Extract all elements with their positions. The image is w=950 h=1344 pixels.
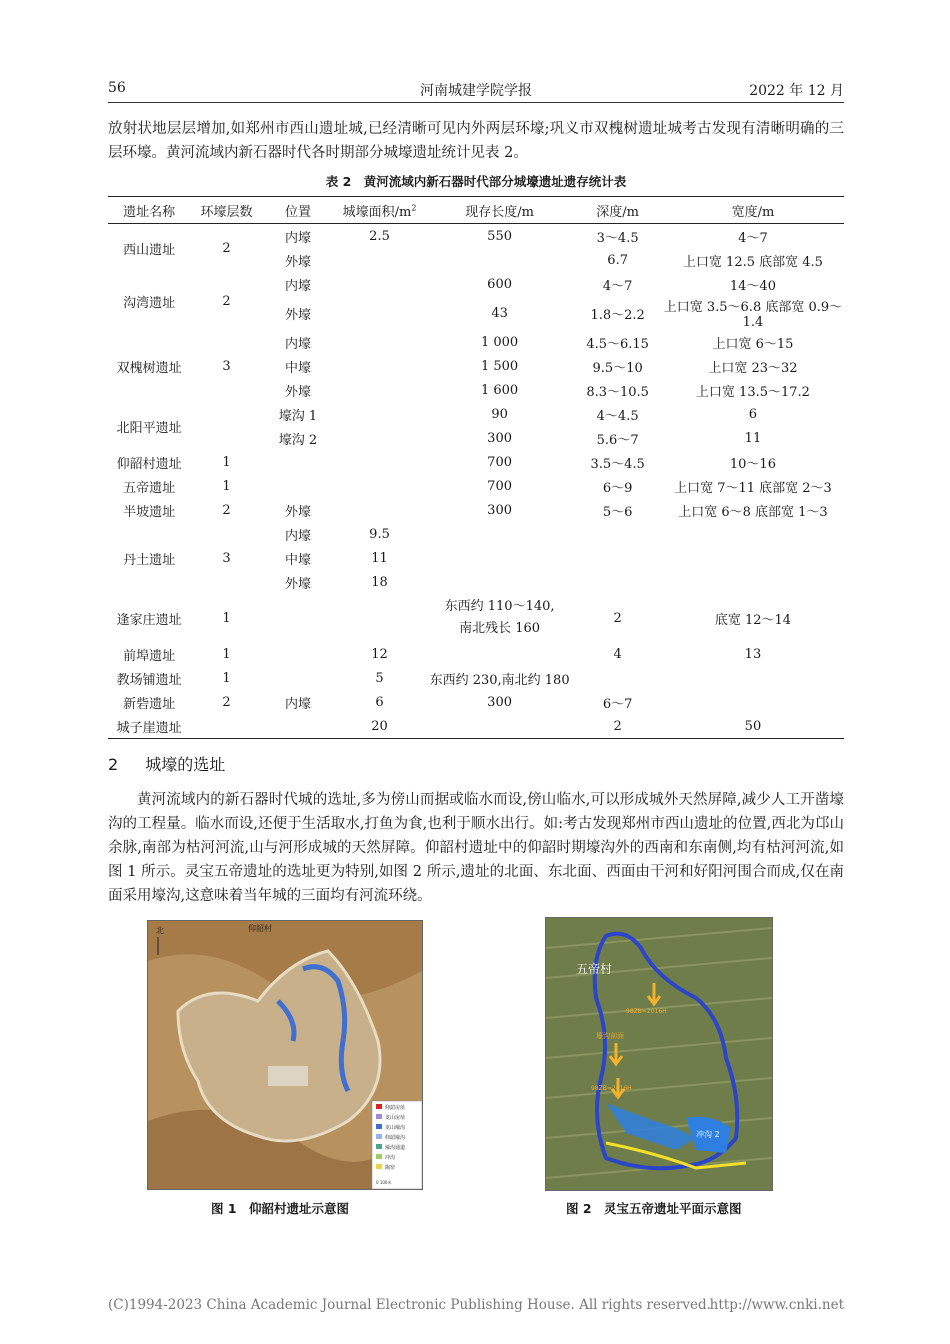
- cell-site-name: 城子崖遗址: [108, 714, 190, 739]
- cell-position: [263, 594, 334, 642]
- legend-label: 仰韶房址: [385, 1105, 406, 1111]
- cell-depth: 6～9: [602, 480, 633, 496]
- cell-layers: 1: [222, 670, 231, 686]
- table-row: [108, 272, 844, 296]
- cell-layers: 2: [222, 293, 231, 309]
- legend-swatch: [376, 1114, 382, 1119]
- cell-layers: 2: [222, 240, 231, 256]
- legend-label: 陶窑: [385, 1165, 396, 1171]
- cell-depth: 5～6: [602, 504, 633, 520]
- cell-length: [426, 714, 574, 739]
- cell-depth: 1.8～2.2: [590, 307, 645, 323]
- cell-depth: [573, 522, 662, 546]
- cell-position: [263, 474, 334, 498]
- cell-length: 300: [487, 694, 512, 710]
- section-heading: [108, 752, 225, 775]
- cell-position: 外壕: [284, 254, 311, 270]
- cell-depth: 5.6～7: [596, 432, 639, 448]
- journal-name: 河南城建学院学报: [420, 83, 532, 99]
- cell-length: [426, 248, 574, 272]
- issue-date: 2022 年 12 月: [749, 83, 844, 99]
- cell-length: 550: [487, 228, 512, 244]
- table-row: [108, 594, 844, 642]
- cell-layers: 2: [222, 694, 231, 710]
- table-caption: 表 2 黄河流域内新石器时代部分城壕遗址遗存统计表: [325, 174, 627, 189]
- table-row: [108, 690, 844, 714]
- cell-width: [662, 690, 844, 714]
- table-body: [108, 224, 844, 739]
- cell-length: 700: [487, 478, 512, 494]
- cell-length: 东西约 110～140,南北残长 160: [444, 599, 555, 636]
- cell-site-name: 丹土遗址: [123, 552, 176, 568]
- cell-layers: 2: [222, 502, 231, 518]
- intro-paragraph: 放射状地层层增加,如郑州市西山遗址城,已经清晰可见内外两层环壕;巩义市双槐树遗址城考古发现有清晰明确的三层环壕。黄河流域内新石器时代各时期部分城壕遗址统计见表 2。: [108, 121, 844, 161]
- cell-position: 内壕: [284, 336, 311, 352]
- cell-width: 上口宽 7～11 底部宽 2～3: [674, 480, 832, 496]
- table-row: [108, 498, 844, 522]
- cell-site-name: 教场铺遗址: [116, 672, 182, 688]
- cell-site-name: 新砦遗址: [123, 696, 176, 712]
- cell-length: [426, 546, 574, 570]
- cell-depth: 2: [573, 714, 662, 739]
- cell-length: 1 000: [480, 334, 519, 350]
- cell-depth: 3.5～4.5: [590, 456, 645, 472]
- north-arrow-label: 北: [156, 926, 164, 935]
- figure-1-caption: 图 1 仰韶村遗址示意图: [211, 1201, 350, 1216]
- table-row: [108, 450, 844, 474]
- cell-length: [426, 570, 574, 594]
- cell-area: 6: [375, 694, 384, 710]
- cell-position: 外壕: [284, 384, 311, 400]
- legend-swatch: [376, 1104, 382, 1109]
- cell-layers: 1: [222, 646, 231, 662]
- cell-width: 13: [744, 646, 762, 662]
- header-position: 位置: [263, 197, 334, 224]
- cell-position: 中壕: [284, 552, 311, 568]
- cell-area: [333, 330, 426, 354]
- cell-site-name: 逢家庄遗址: [116, 612, 182, 628]
- header-area: 城壕面积$/m^2$: [333, 197, 426, 224]
- cell-width: 上口宽 6～8 底部宽 1～3: [678, 504, 828, 520]
- cell-position: [263, 666, 334, 690]
- cell-width: 6: [748, 406, 758, 422]
- cell-position: 壕沟 2: [278, 432, 318, 448]
- cell-width: 上口宽 12.5 底部宽 4.5: [682, 254, 823, 270]
- table-row: [108, 714, 844, 739]
- cell-area: [333, 450, 426, 474]
- cell-depth: [573, 570, 662, 594]
- cell-depth: 6～7: [602, 696, 633, 712]
- figure-2-image: [545, 917, 773, 1191]
- legend-swatch: [376, 1124, 382, 1129]
- section-number: 2: [108, 755, 119, 774]
- figure-2-caption: 图 2 灵宝五帝遗址平面示意图: [566, 1201, 742, 1216]
- cell-position: [263, 642, 334, 666]
- cell-layers: 1: [222, 454, 231, 470]
- legend-label: 仰韶壕沟: [385, 1135, 406, 1141]
- cell-depth: 4.5～6.15: [586, 336, 649, 352]
- cell-site-name: 沟湾遗址: [123, 295, 176, 311]
- cell-depth: [573, 546, 662, 570]
- cell-length: 43: [491, 305, 508, 321]
- cell-area: [333, 402, 426, 426]
- cell-position: 内壕: [284, 696, 311, 712]
- cell-width: 4～7: [738, 230, 768, 246]
- legend-swatch: [376, 1164, 382, 1169]
- table-row: [108, 474, 844, 498]
- cell-depth: 8.3～10.5: [586, 384, 649, 400]
- cell-position: 外壕: [284, 504, 311, 520]
- table-row: [108, 224, 844, 249]
- cell-layers: [190, 714, 262, 739]
- cell-length: 300: [487, 430, 512, 446]
- cell-area: 2.5: [369, 228, 390, 244]
- trench-2-label: 冲沟 2: [696, 1130, 720, 1139]
- cell-length: 600: [487, 276, 512, 292]
- legend-swatch: [376, 1154, 382, 1159]
- cell-site-name: 西山遗址: [123, 242, 176, 258]
- cell-area: [333, 426, 426, 450]
- legend-label: 冲沟: [385, 1155, 396, 1161]
- cell-width: 14～40: [729, 278, 776, 294]
- cell-layers: 1: [222, 610, 231, 626]
- cell-length: 1 600: [480, 382, 519, 398]
- cell-area: 12: [371, 646, 388, 662]
- cell-width: [662, 522, 844, 546]
- cell-area: 5: [375, 670, 384, 686]
- header-width: 宽度/m: [662, 197, 844, 224]
- scale-bar-text: 0 100米: [376, 1180, 392, 1185]
- copyright-text: (C)1994-2023 China Academic Journal Electronic Publishing House. All rights reserved.: [108, 1297, 711, 1313]
- body-paragraph: 黄河流域内的新石器时代城的选址,多为傍山而据或临水而设,傍山临水,可以形成城外天然屏障,减少人工开凿壕沟的工程量。临水而设,还便于生活取水,打鱼为食,也利于顺水出行。如:考古发现郑州市西山遗址的位置,西北为邙山余脉,南部为枯河河流,山与河形成城的天然屏障。仰韶村遗址中的仰韶时期壕沟外的西南和东南侧,均有枯河河流,如图 1 所示。灵宝五帝遗址的选址更为特别,如图 2 所示,遗址的北面、东北面、西面由干河和好阳河围合而成,仅在南面采用壕沟,这意味着当年城的三面均有河流环绕。: [108, 792, 844, 904]
- cell-area: [333, 272, 426, 296]
- cell-area: [333, 474, 426, 498]
- cell-position: [263, 714, 334, 739]
- cell-width: [662, 666, 844, 690]
- cell-area: 9.5: [369, 526, 390, 542]
- cell-width: [662, 546, 844, 570]
- cell-area: 20: [333, 714, 426, 739]
- cell-area: [333, 594, 426, 642]
- cell-width: 上口宽 3.5～6.8 底部宽 0.9～1.4: [663, 300, 843, 330]
- cell-depth: 3～4.5: [596, 230, 639, 246]
- cell-position: 中壕: [284, 360, 311, 376]
- cell-length: 700: [487, 454, 512, 470]
- cell-depth: [573, 666, 662, 690]
- cell-layers: 1: [222, 478, 231, 494]
- site-statistics-table: [108, 196, 844, 739]
- cell-length: [426, 522, 574, 546]
- section-title: 城壕的选址: [145, 755, 226, 774]
- cell-position: 外壕: [284, 307, 311, 323]
- village-label: 仰韶村: [248, 924, 272, 933]
- cell-area: [333, 296, 426, 330]
- cell-position: 内壕: [284, 278, 311, 294]
- header-site-name: 遗址名称: [108, 197, 190, 224]
- table-header-row: [108, 197, 844, 224]
- page-number: 56: [108, 80, 126, 96]
- cell-site-name: 双槐树遗址: [116, 360, 182, 376]
- cell-site-name: 前埠遗址: [123, 648, 176, 664]
- village-label: 五帝村: [576, 962, 613, 976]
- cell-width: 10～16: [729, 456, 776, 472]
- legend-swatch: [376, 1134, 382, 1139]
- table-row: [108, 330, 844, 354]
- cell-site-name: 五帝遗址: [123, 480, 176, 496]
- cell-site-name: 北阳平遗址: [116, 420, 182, 436]
- profile-label-3: 98ZB=2016H: [591, 1085, 632, 1092]
- legend-label: 龙山壕沟: [385, 1125, 406, 1131]
- profile-label-2: 壕沟剖面: [596, 1032, 624, 1040]
- cell-width: [662, 570, 844, 594]
- cell-length: 东西约 230,南北约 180: [429, 672, 570, 688]
- village-buildings: [268, 1066, 308, 1086]
- table-row: [108, 402, 844, 426]
- page-footer: [108, 1297, 844, 1313]
- cell-length: 90: [491, 406, 508, 422]
- cell-position: 内壕: [284, 230, 311, 246]
- cell-depth: 4～7: [602, 278, 633, 294]
- profile-label-1: 98ZB=2016H: [626, 1008, 667, 1015]
- table-row: [108, 666, 844, 690]
- cell-depth: 4: [613, 646, 622, 662]
- cell-area: 11: [371, 550, 388, 566]
- table-row: [108, 522, 844, 546]
- cell-area: [333, 498, 426, 522]
- header-layers: 环壕层数: [190, 197, 262, 224]
- cell-layers: 3: [222, 550, 231, 566]
- cell-layers: 3: [222, 358, 231, 374]
- cell-width: 底宽 12～14: [714, 612, 792, 628]
- cell-width: 上口宽 13.5～17.2: [695, 384, 810, 400]
- cell-position: 壕沟 1: [278, 408, 318, 424]
- header-length: 现存长度/m: [426, 197, 574, 224]
- header-depth: 深度/m: [573, 197, 662, 224]
- cell-length: [426, 642, 574, 666]
- cell-length: 1 500: [480, 358, 519, 374]
- cell-area: [333, 354, 426, 378]
- cell-position: 内壕: [284, 528, 311, 544]
- cell-site-name: 半坡遗址: [123, 504, 176, 520]
- cell-width: 上口宽 6～15: [712, 336, 794, 352]
- legend-label: 龙山房址: [385, 1115, 406, 1121]
- table-row: [108, 642, 844, 666]
- cell-area: [333, 378, 426, 402]
- cnki-link[interactable]: http://www.cnki.net: [709, 1297, 844, 1313]
- cell-position: [263, 450, 334, 474]
- cell-width: 50: [662, 714, 844, 739]
- cell-width: 上口宽 23～32: [708, 360, 798, 376]
- running-header: [108, 74, 844, 103]
- cell-length: 300: [487, 502, 512, 518]
- cell-depth: 6.7: [607, 252, 628, 268]
- legend-swatch: [376, 1144, 382, 1149]
- cell-depth: 2: [613, 610, 622, 626]
- cell-width: 11: [744, 430, 762, 446]
- cell-site-name: 仰韶村遗址: [116, 456, 182, 472]
- cell-layers: [190, 402, 262, 450]
- legend-label: 壕沟通道: [385, 1145, 406, 1151]
- figure-1-image: [147, 920, 423, 1190]
- cell-position: 外壕: [284, 576, 311, 592]
- cell-depth: 9.5～10: [592, 360, 643, 376]
- cell-depth: 4～4.5: [596, 408, 639, 424]
- cell-area: [333, 248, 426, 272]
- cell-area: 18: [371, 574, 388, 590]
